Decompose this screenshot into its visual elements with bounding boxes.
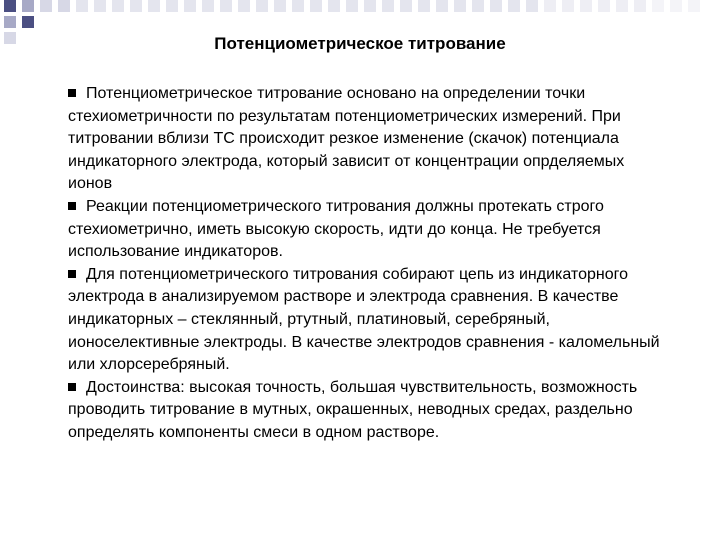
square-bullet-icon [68, 383, 76, 391]
list-item [68, 377, 668, 445]
bullet-text: Потенциометрическое титрование основано на определении точки стехиометричности по результатам потенциометрических измерений. При титровании вблизи ТС происходит резкое изменение (скачок) потенциала индикаторного электрода, который зависит от концентрации опрделяемых ионов [68, 85, 625, 193]
corner-squares-row-top [4, 0, 700, 12]
square-bullet-icon [68, 202, 76, 210]
list-item [68, 264, 668, 377]
square-bullet-icon [68, 89, 76, 97]
bullet-list [68, 83, 668, 445]
bullet-text: Для потенциометрического титрования собирают цепь из индикаторного электрода в анализируемом растворе и электрода сравнения. В качестве индикаторных – стеклянный, ртутный, платиновый, серебряный, ионоселективные электроды. В качестве электродов сравнения - каломельный или хлорсеребряный. [68, 265, 660, 374]
list-item [68, 196, 668, 264]
bullet-text: Достоинства: высокая точность, большая чувствительность, возможность проводить титрование в мутных, окрашенных, неводных средах, раздельно определять компоненты смеси в одном растворе. [68, 378, 638, 441]
slide-title: Потенциометрическое титрование [214, 34, 506, 53]
bullet-text: Реакции потенциометрического титрования должны протекать строго стехиометрично, иметь высокую скорость, идти до конца. Не требуется использование индикаторов. [68, 197, 604, 261]
list-item [68, 83, 668, 196]
square-bullet-icon [68, 270, 76, 278]
